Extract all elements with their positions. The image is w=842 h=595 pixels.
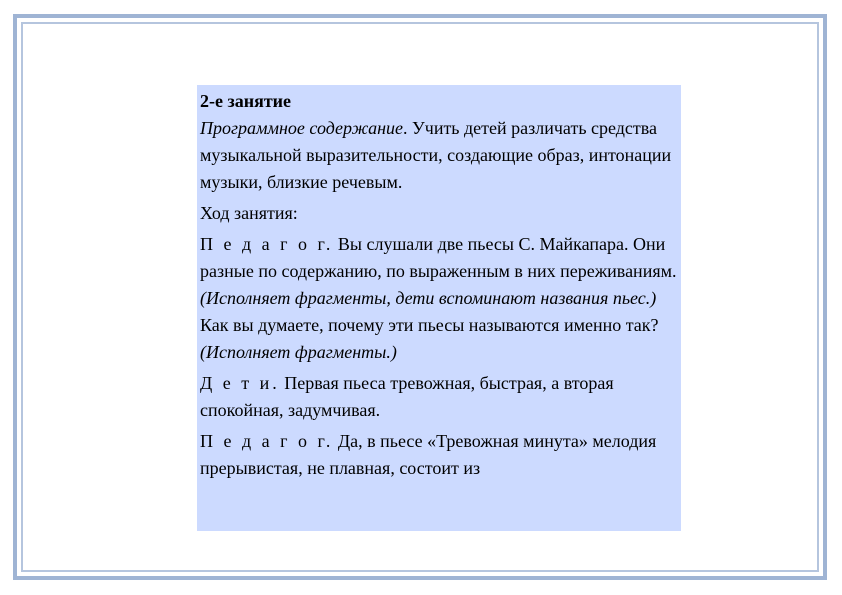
teacher-speech-3: Да, в пьесе «Тревожная минута» мелодия прерывистая, не плавная, состоит из bbox=[200, 431, 657, 478]
teacher-paragraph-3 bbox=[200, 428, 678, 482]
teacher-paragraph-1 bbox=[200, 231, 678, 312]
program-text: . Учить детей различать средства музыкальной выразительности, создающие образ, интонации музыки, близкие речевым. bbox=[200, 118, 672, 192]
course-heading: Ход занятия: bbox=[200, 203, 298, 223]
program-paragraph bbox=[200, 115, 678, 196]
stage-remark-2: (Исполняет фрагменты.) bbox=[200, 342, 397, 362]
program-label: Программное содержание bbox=[200, 118, 404, 138]
lesson-title: 2-е занятие bbox=[200, 91, 292, 111]
stage-remark-1: (Исполняет фрагменты, дети вспоминают названия пьес.) bbox=[200, 288, 657, 308]
teacher-speaker-2: П е д а г о г. bbox=[200, 431, 334, 451]
teacher-paragraph-2 bbox=[200, 312, 678, 366]
teacher-speaker: П е д а г о г. bbox=[200, 234, 334, 254]
lesson-text-block bbox=[197, 85, 681, 531]
children-speech: Первая пьеса тревожная, быстрая, а вторая спокойная, задумчивая. bbox=[200, 373, 614, 420]
children-paragraph bbox=[200, 370, 678, 424]
teacher-speech-1: Вы слушали две пьесы С. Майкапара. Они разные по содержанию, по выраженным в них переживаниям. bbox=[200, 234, 677, 281]
children-speaker: Д е т и. bbox=[200, 373, 280, 393]
teacher-speech-2: Как вы думаете, почему эти пьесы называются именно так? bbox=[200, 315, 659, 335]
